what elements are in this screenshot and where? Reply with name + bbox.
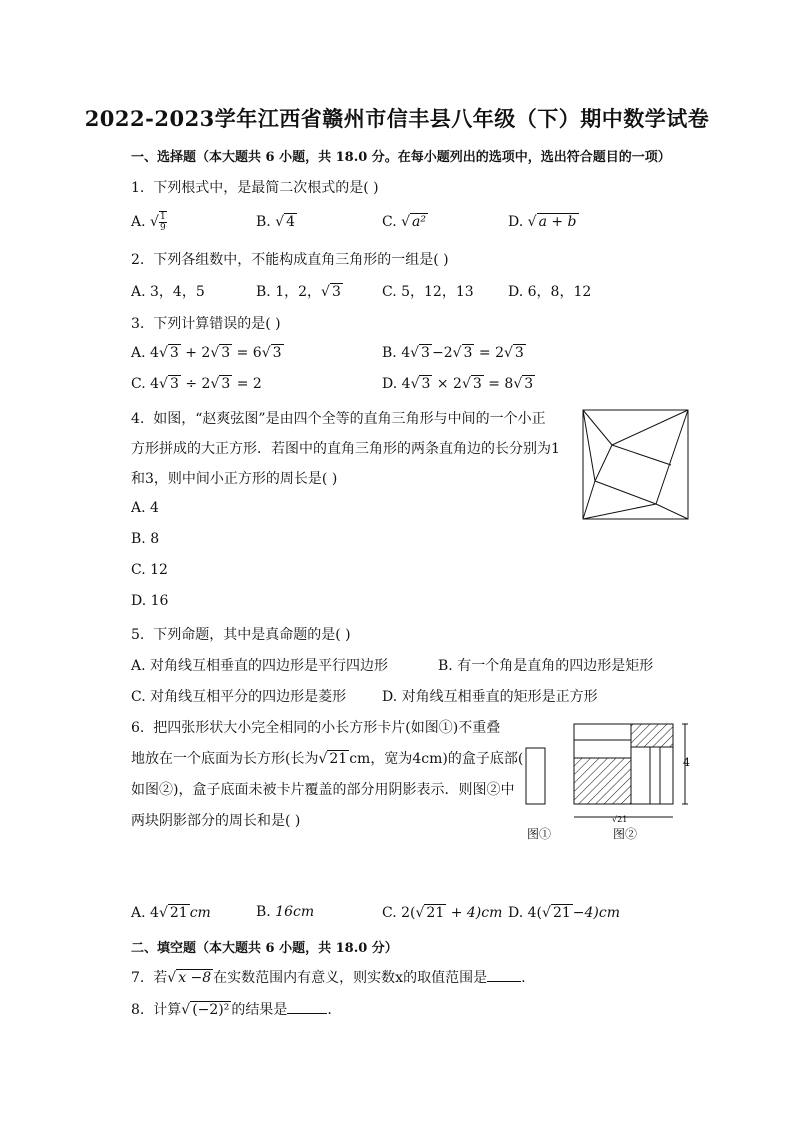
answer-blank[interactable] [287,1001,327,1014]
q1-option-c: C. √ a² [382,214,427,230]
q1-option-a: A. √ $\frac{1}{9}$ [131,212,166,233]
section-2-heading: 二、填空题（本大题共 6 小题，共 18.0 分） [131,941,398,956]
q6-option-b: B. 16cm [256,904,315,920]
q5-option-c: C. 对角线互相平分的四边形是菱形 [131,689,347,705]
q1-option-b: B. √ 4 [256,214,296,230]
q3-option-d: D. 4√ 3 × 2√ 3 = 8√ 3 [382,376,534,392]
question-4-line-3: 和3，则中间小正方形的周长是( ) [131,471,338,487]
q4-option-b: B. 8 [131,531,160,547]
question-6-line-2: 地放在一个底面为长方形(长为√ 21 cm，宽为4cm)的盒子底部( [131,751,524,767]
page-title: 2022-2023学年江西省赣州市信丰县八年级（下）期中数学试卷 [84,106,710,131]
figure-1-label: 图① [527,827,552,841]
q4-option-a: A. 4 [131,500,159,516]
question-4-line-1: 4. 如图，“赵爽弦图”是由四个全等的直角三角形与中间的一个小正 [131,411,546,427]
q3-option-b: B. 4√ 3 −2√ 3 = 2√ 3 [382,345,524,361]
zhao-shuang-diagram [582,409,690,521]
card-rect [526,748,545,804]
answer-blank[interactable] [487,969,521,982]
q4-option-d: D. 16 [131,593,169,609]
dim-height: 4 [683,756,690,769]
question-2: 2. 下列各组数中，不能构成直角三角形的一组是( ) [131,252,449,268]
q3-option-c: C. 4√ 3 ÷ 2√ 3 = 2 [131,376,262,392]
q5-option-a: A. 对角线互相垂直的四边形是平行四边形 [131,658,389,674]
q1-option-d: D. √ a + b [508,214,577,230]
question-5: 5. 下列命题，其中是真命题的是( ) [131,627,351,643]
dim-width: √21 [612,815,628,824]
question-6-line-3: 如图②)，盒子底面未被卡片覆盖的部分用阴影表示．则图②中 [131,782,515,798]
figure-2-label: 图② [613,827,638,841]
q4-option-c: C. 12 [131,562,168,578]
question-8: 8. 计算√ (−2)² 的结果是 . [131,1002,332,1018]
q1-number: 1. [131,180,145,196]
question-6-line-1: 6. 把四张形状大小完全相同的小长方形卡片(如图①)不重叠 [131,720,501,736]
q2-option-c: C. 5，12，13 [382,284,474,300]
question-6-line-4: 两块阴影部分的周长和是( ) [131,813,301,829]
question-4-line-2: 方形拼成的大正方形．若图中的直角三角形的两条直角边的长分别为1 [131,441,560,457]
q2-option-d: D. 6，8，12 [508,284,592,300]
q6-option-c: C. 2(√ 21 + 4)cm [382,905,503,921]
q5-option-b: B. 有一个角是直角的四边形是矩形 [438,658,654,674]
question-7: 7. 若√ x −8 在实数范围内有意义，则实数x的取值范围是 . [131,970,526,986]
q2-option-a: A. 3，4，5 [131,284,205,300]
question-1 [131,177,379,197]
q3-option-a: A. 4√ 3 + 2√ 3 = 6√ 3 [131,345,282,361]
q2-option-b: B. 1，2，√ 3 [256,284,341,300]
q6-option-a: A. 4√ 21 cm [131,905,211,921]
q5-option-d: D. 对角线互相垂直的矩形是正方形 [382,689,598,705]
q6-option-d: D. 4(√ 21 −4)cm [508,905,620,921]
question-3: 3. 下列计算错误的是( ) [131,316,281,332]
q1-stem: 下列根式中，是最简二次根式的是( ) [153,180,379,196]
section-1-heading: 一、选择题（本大题共 6 小题，共 18.0 分。在每小题列出的选项中，选出符合题目的一项） [131,150,671,165]
